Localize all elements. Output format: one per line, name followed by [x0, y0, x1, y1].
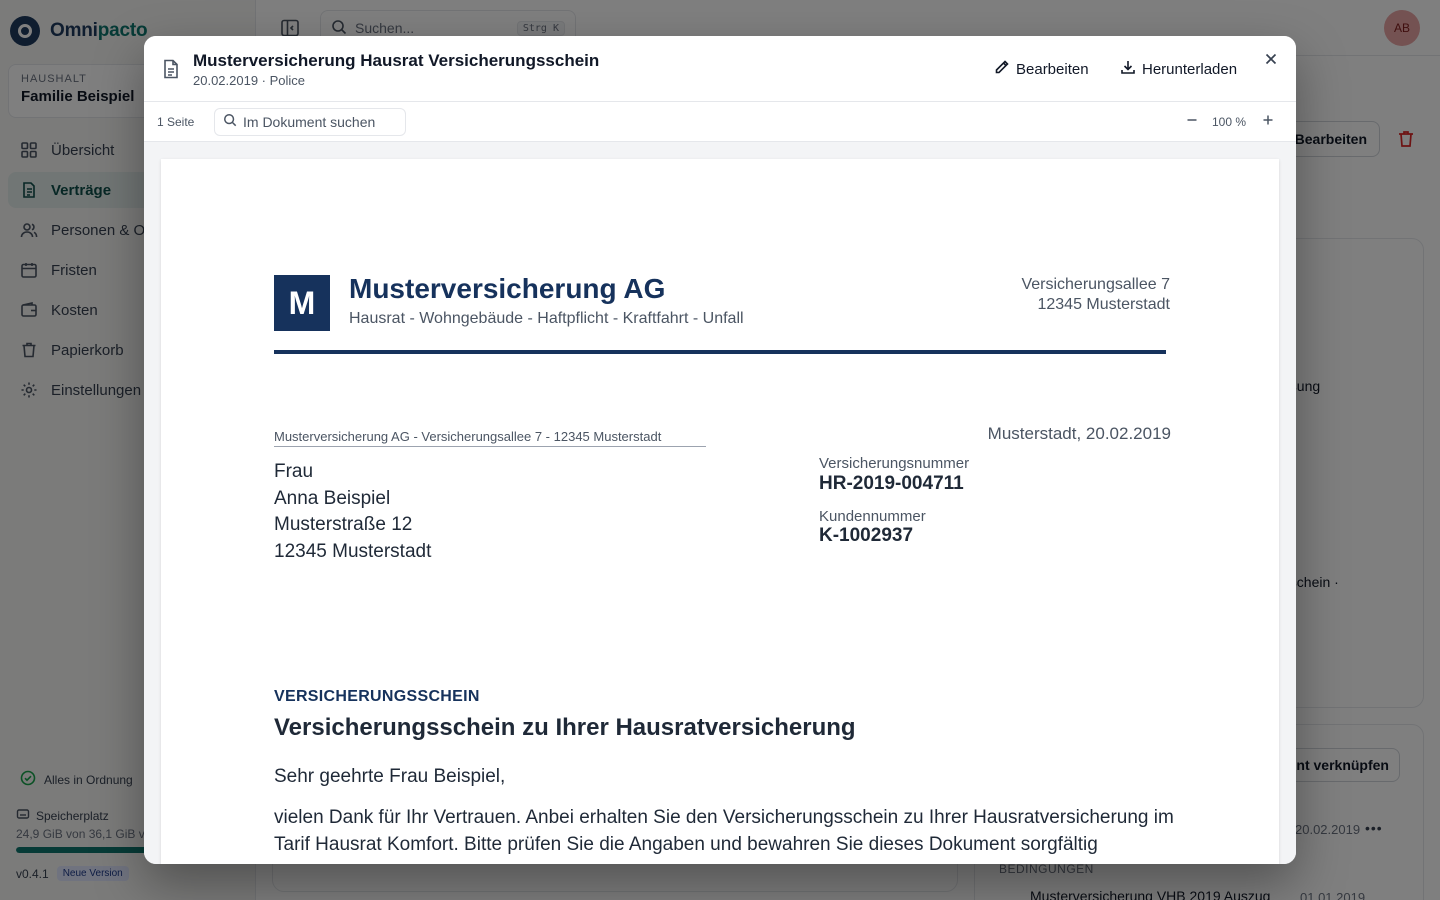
download-label: Herunterladen: [1142, 60, 1238, 78]
policy-number-label: Versicherungsnummer: [819, 455, 970, 472]
page-count: 1 Seite: [157, 115, 195, 129]
close-icon: [1264, 52, 1278, 71]
document-kicker: VERSICHERUNGSSCHEIN: [274, 688, 480, 705]
pencil-icon: [994, 59, 1010, 79]
insurer-city: 12345 Musterstadt: [1037, 296, 1170, 313]
search-icon: [223, 113, 237, 132]
download-button[interactable]: [1120, 56, 1237, 82]
dialog-subtitle: 20.02.2019 · Police: [193, 73, 306, 88]
letterhead-divider: [274, 350, 1166, 354]
customer-number-label: Kundennummer: [819, 508, 926, 525]
dialog-header: [144, 36, 1296, 102]
close-button[interactable]: [1262, 52, 1280, 70]
document-heading: Versicherungsschein zu Ihrer Hausratversicherung: [274, 714, 856, 741]
zoom-level: 100 %: [1212, 115, 1247, 129]
recipient-line: Frau: [274, 461, 314, 482]
document-search[interactable]: [214, 108, 406, 136]
dialog-title: Musterversicherung Hausrat Versicherungsschein: [193, 51, 600, 70]
sender-address-line: Musterversicherung AG - Versicherungsallee 7 - 12345 Musterstadt: [274, 429, 706, 447]
letter-body: vielen Dank für Ihr Vertrauen. Anbei erhalten Sie den Versicherungsschein zu Ihrer Hausratversicherung im Tarif Hausrat Komfort. Bitte prüfen Sie die Angaben und bewahren Sie dieses Dokument sorgfältig: [274, 807, 1174, 855]
viewer-toolbar: [144, 102, 1296, 142]
insurer-logo: M: [274, 275, 330, 331]
download-icon: [1120, 59, 1136, 79]
plus-icon: [1262, 113, 1274, 131]
insurer-name: Musterversicherung AG: [349, 273, 666, 304]
insurer-tagline: Hausrat - Wohngebäude - Haftpflicht - Kraftfahrt - Unfall: [349, 310, 744, 327]
document-preview-dialog: [144, 36, 1296, 864]
edit-label: Bearbeiten: [1016, 60, 1089, 78]
zoom-in-button[interactable]: [1260, 114, 1276, 130]
file-text-icon: [162, 59, 180, 79]
insurer-street: Versicherungsallee 7: [1021, 276, 1170, 293]
recipient-address: [274, 459, 431, 565]
letter-salutation: Sehr geehrte Frau Beispiel,: [274, 766, 506, 787]
recipient-line: 12345 Musterstadt: [274, 540, 432, 562]
letter-date: Musterstadt, 20.02.2019: [987, 424, 1171, 443]
zoom-out-button[interactable]: [1184, 114, 1200, 130]
document-search-input[interactable]: [243, 114, 393, 130]
document-viewer[interactable]: [144, 142, 1296, 864]
customer-number: K-1002937: [819, 525, 914, 546]
edit-button[interactable]: [994, 56, 1089, 82]
document-page: [161, 159, 1279, 864]
policy-number: HR-2019-004711: [819, 473, 964, 494]
recipient-line: Anna Beispiel: [274, 487, 391, 509]
recipient-line: Musterstraße 12: [274, 514, 413, 535]
minus-icon: [1186, 113, 1198, 131]
